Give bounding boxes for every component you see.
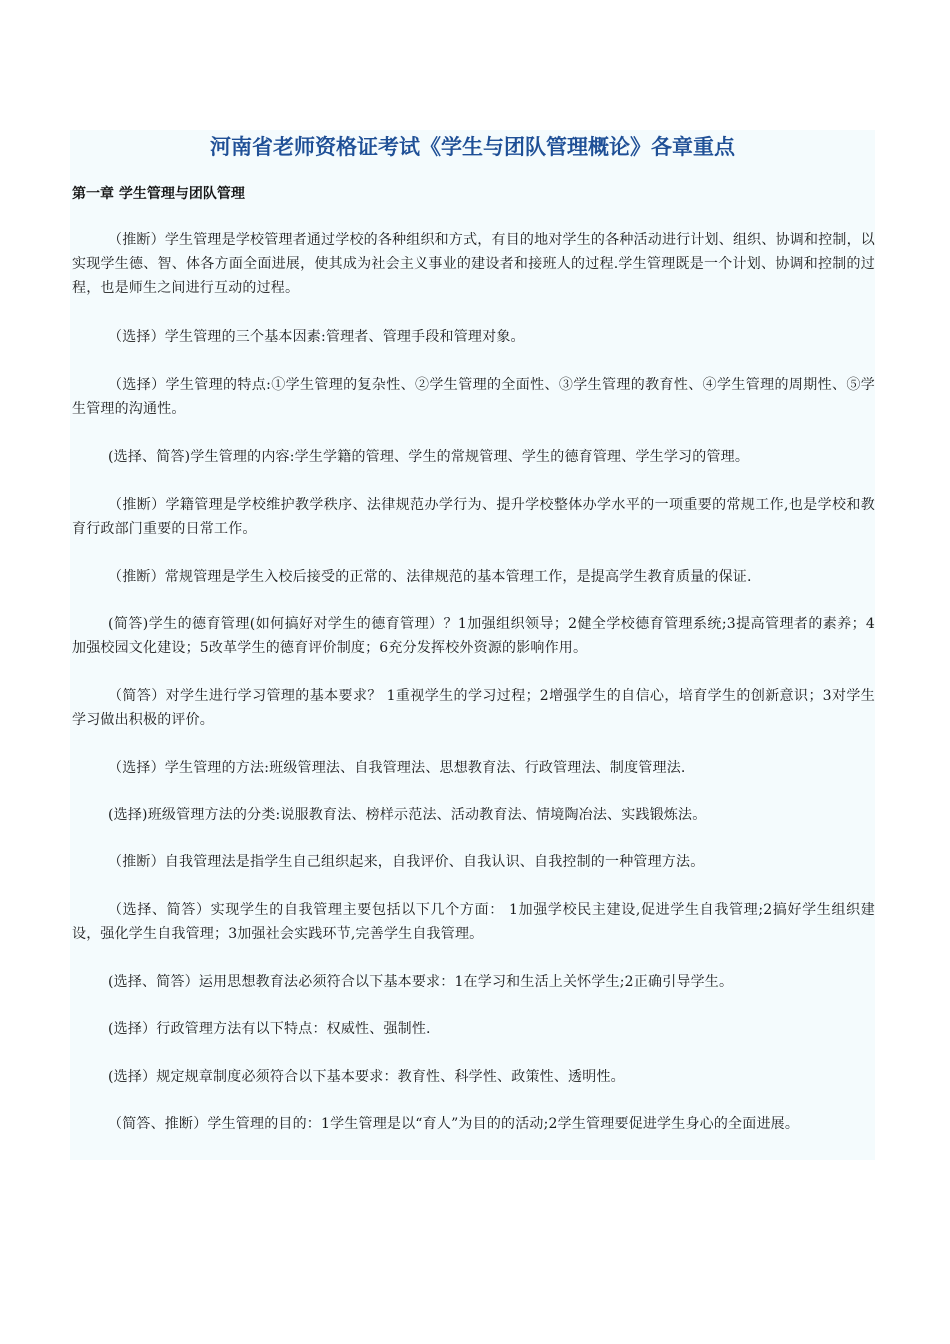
- paragraph-3: （选择）学生管理的特点:①学生管理的复杂性、②学生管理的全面性、③学生管理的教育性、④学生管理的周期性、⑤学生管理的沟通性。: [72, 377, 875, 417]
- paragraph-11: （推断）自我管理法是指学生自己组织起来，自我评价、自我认识、自我控制的一种管理方法。: [108, 854, 705, 870]
- paragraph-5: （推断）学籍管理是学校维护教学秩序、法律规范办学行为、提升学校整体办学水平的一项重要的常规工作,也是学校和教育行政部门重要的日常工作。: [72, 497, 875, 537]
- paragraph-2: （选择）学生管理的三个基本因素:管理者、管理手段和管理对象。: [108, 329, 525, 345]
- paragraph-1: （推断）学生管理是学校管理者通过学校的各种组织和方式，有目的地对学生的各种活动进行计划、组织、协调和控制，以实现学生德、智、体各方面全面进展，使其成为社会主义事业的建设者和接班人的过程.学生管理既是一个计划、协调和控制的过程，也是师生之间进行互动的过程。: [72, 232, 875, 296]
- paragraph-15: (选择）规定规章制度必须符合以下基本要求：教育性、科学性、政策性、透明性。: [108, 1069, 625, 1085]
- paragraph-13: (选择、简答）运用思想教育法必须符合以下基本要求：1在学习和生活上关怀学生;2正确引导学生。: [108, 974, 734, 990]
- document-title: 河南省老师资格证考试《学生与团队管理概论》各章重点: [210, 135, 735, 159]
- paragraph-7: (简答)学生的德育管理(如何搞好对学生的德育管理）？1加强组织领导；2健全学校德育管理系统;3提高管理者的素养；4加强校园文化建设；5改革学生的德育评价制度；6充分发挥校外资源的影响作用。: [72, 616, 875, 656]
- paragraph-4: (选择、简答)学生管理的内容:学生学籍的管理、学生的常规管理、学生的德育管理、学生学习的管理。: [108, 449, 750, 465]
- paragraph-12: （选择、简答）实现学生的自我管理主要包括以下几个方面： 1加强学校民主建设,促进学生自我管理;2搞好学生组织建设，强化学生自我管理；3加强社会实践环节,完善学生自我管理。: [72, 902, 875, 942]
- paragraph-10: (选择)班级管理方法的分类:说服教育法、榜样示范法、活动教育法、情境陶冶法、实践锻炼法。: [108, 807, 707, 823]
- paragraph-14: (选择）行政管理方法有以下特点：权威性、强制性.: [108, 1021, 431, 1037]
- paragraph-6: （推断）常规管理是学生入校后接受的正常的、法律规范的基本管理工作，是提高学生教育质量的保证.: [108, 569, 752, 585]
- paragraph-16: （简答、推断）学生管理的目的：1学生管理是以“育人”为目的的活动;2学生管理要促进学生身心的全面进展。: [108, 1116, 800, 1132]
- paragraph-9: （选择）学生管理的方法:班级管理法、自我管理法、思想教育法、行政管理法、制度管理法.: [108, 760, 686, 776]
- paragraph-8: （简答）对学生进行学习管理的基本要求？ 1重视学生的学习过程；2增强学生的自信心，培育学生的创新意识；3对学生学习做出积极的评价。: [72, 688, 875, 728]
- chapter-heading: 第一章 学生管理与团队管理: [72, 186, 245, 202]
